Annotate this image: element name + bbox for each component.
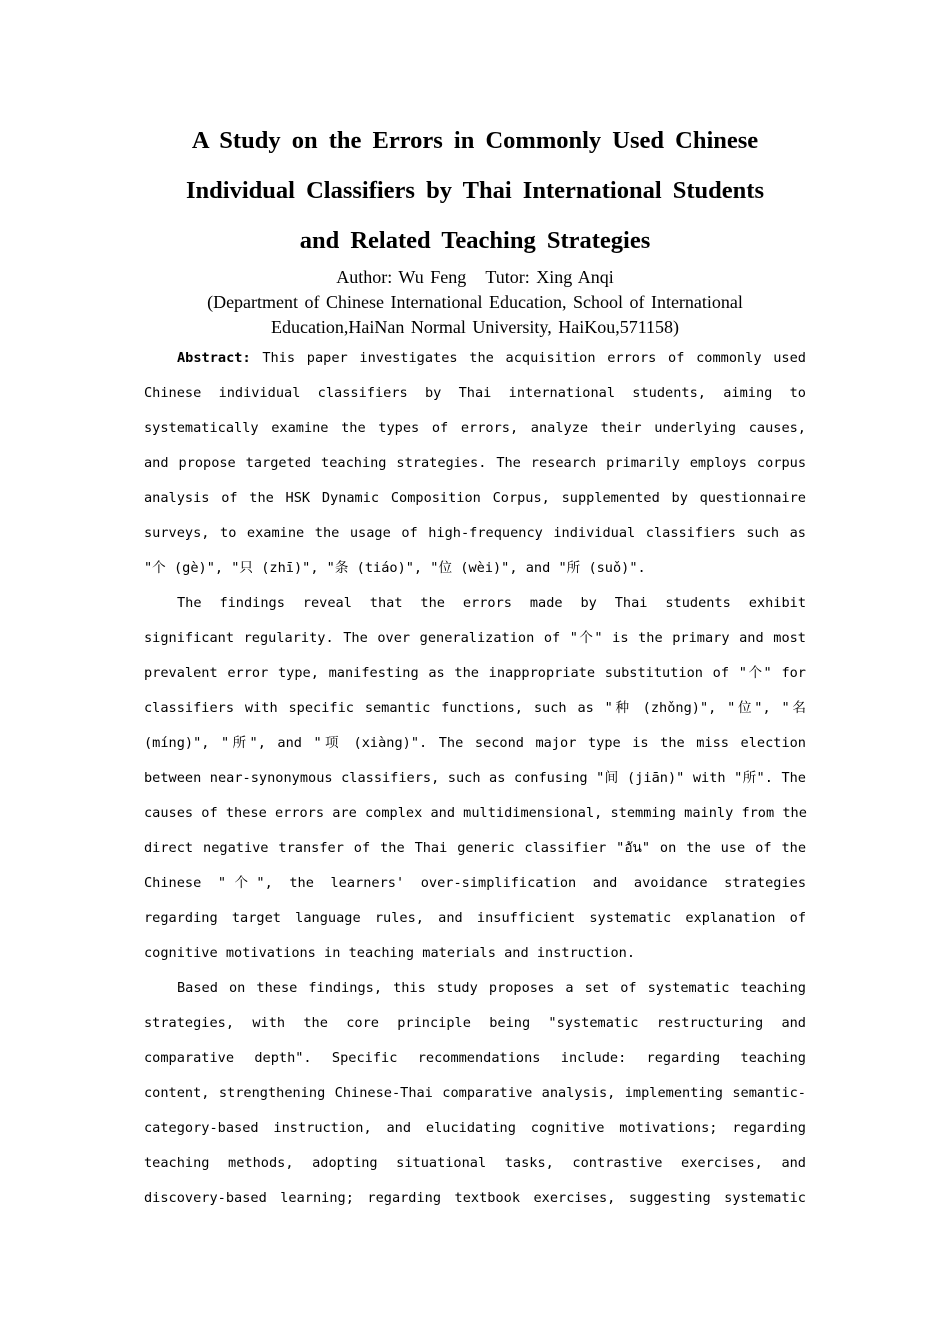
text-line: analysis of the HSK Dynamic Composition Corpus, supplemented by questionnaire: [144, 490, 806, 506]
text-line: Based on these findings, this study proposes a set of systematic teaching: [177, 980, 806, 996]
abstract-paragraph-3: [144, 971, 806, 1216]
text-line: cognitive motivations in teaching materials and instruction.: [144, 945, 636, 961]
text-line: regarding target language rules, and insufficient systematic explanation of: [144, 910, 806, 926]
text-line: between near-synonymous classifiers, such as confusing "间 (jiān)" with "所". The: [144, 770, 806, 786]
text-line: discovery-based learning; regarding textbook exercises, suggesting systematic: [144, 1190, 806, 1206]
text-line: teaching methods, adopting situational tasks, contrastive exercises, and: [144, 1155, 806, 1171]
text-line: systematically examine the types of errors, analyze their underlying causes,: [144, 420, 806, 436]
affiliation-line-2: Education,HaiNan Normal University, HaiKou,571158): [270, 317, 680, 337]
abstract-label: Abstract:: [177, 350, 251, 366]
text-line: significant regularity. The over generalization of "个" is the primary and most: [144, 630, 806, 646]
text-line: Chinese individual classifiers by Thai international students, aiming to: [144, 385, 806, 401]
text-line: and propose targeted teaching strategies. The research primarily employs corpus: [144, 455, 806, 471]
abstract-paragraph-2: [144, 586, 806, 971]
text-line: direct negative transfer of the Thai generic classifier "อัน" on the use of the: [144, 840, 806, 856]
paper-title: [140, 116, 810, 266]
text-line: prevalent error type, manifesting as the inappropriate substitution of "个" for: [144, 665, 806, 681]
affiliation-line-1: (Department of Chinese International Education, School of International: [207, 292, 743, 312]
text-line: content, strengthening Chinese-Thai comparative analysis, implementing semantic-: [144, 1085, 806, 1101]
text-line: The findings reveal that the errors made by Thai students exhibit: [177, 595, 806, 611]
text-line: category-based instruction, and elucidating cognitive motivations; regarding: [144, 1120, 806, 1136]
text-line: Chinese "个", the learners' over-simplification and avoidance strategies: [144, 875, 806, 891]
text-line: strategies, with the core principle being "systematic restructuring and: [144, 1015, 806, 1031]
text-line: comparative depth". Specific recommendations include: regarding teaching: [144, 1050, 806, 1066]
text-line: causes of these errors are complex and multidimensional, stemming mainly from the: [144, 805, 807, 821]
title-line-3: and Related Teaching Strategies: [299, 227, 651, 254]
author-line: Author: Wu Feng Tutor: Xing Anqi: [336, 267, 614, 287]
affiliation: [140, 290, 810, 340]
text-line: (míng)", "所", and "项 (xiàng)". The second major type is the miss election: [144, 735, 806, 751]
text-line: Abstract: This paper investigates the acquisition errors of commonly used: [177, 350, 806, 366]
title-line-1: A Study on the Errors in Commonly Used Chinese: [191, 127, 759, 154]
abstract-body: [144, 341, 806, 1216]
text-line: "个 (gè)", "只 (zhī)", "条 (tiáo)", "位 (wèi)", and "所 (suǒ)".: [144, 560, 646, 576]
title-line-2: Individual Classifiers by Thai International Students: [186, 177, 764, 204]
text-line: classifiers with specific semantic functions, such as "种 (zhǒng)", "位", "名: [144, 700, 806, 716]
abstract-paragraph-1: [144, 341, 806, 586]
text-line: surveys, to examine the usage of high-frequency individual classifiers such as: [144, 525, 806, 541]
